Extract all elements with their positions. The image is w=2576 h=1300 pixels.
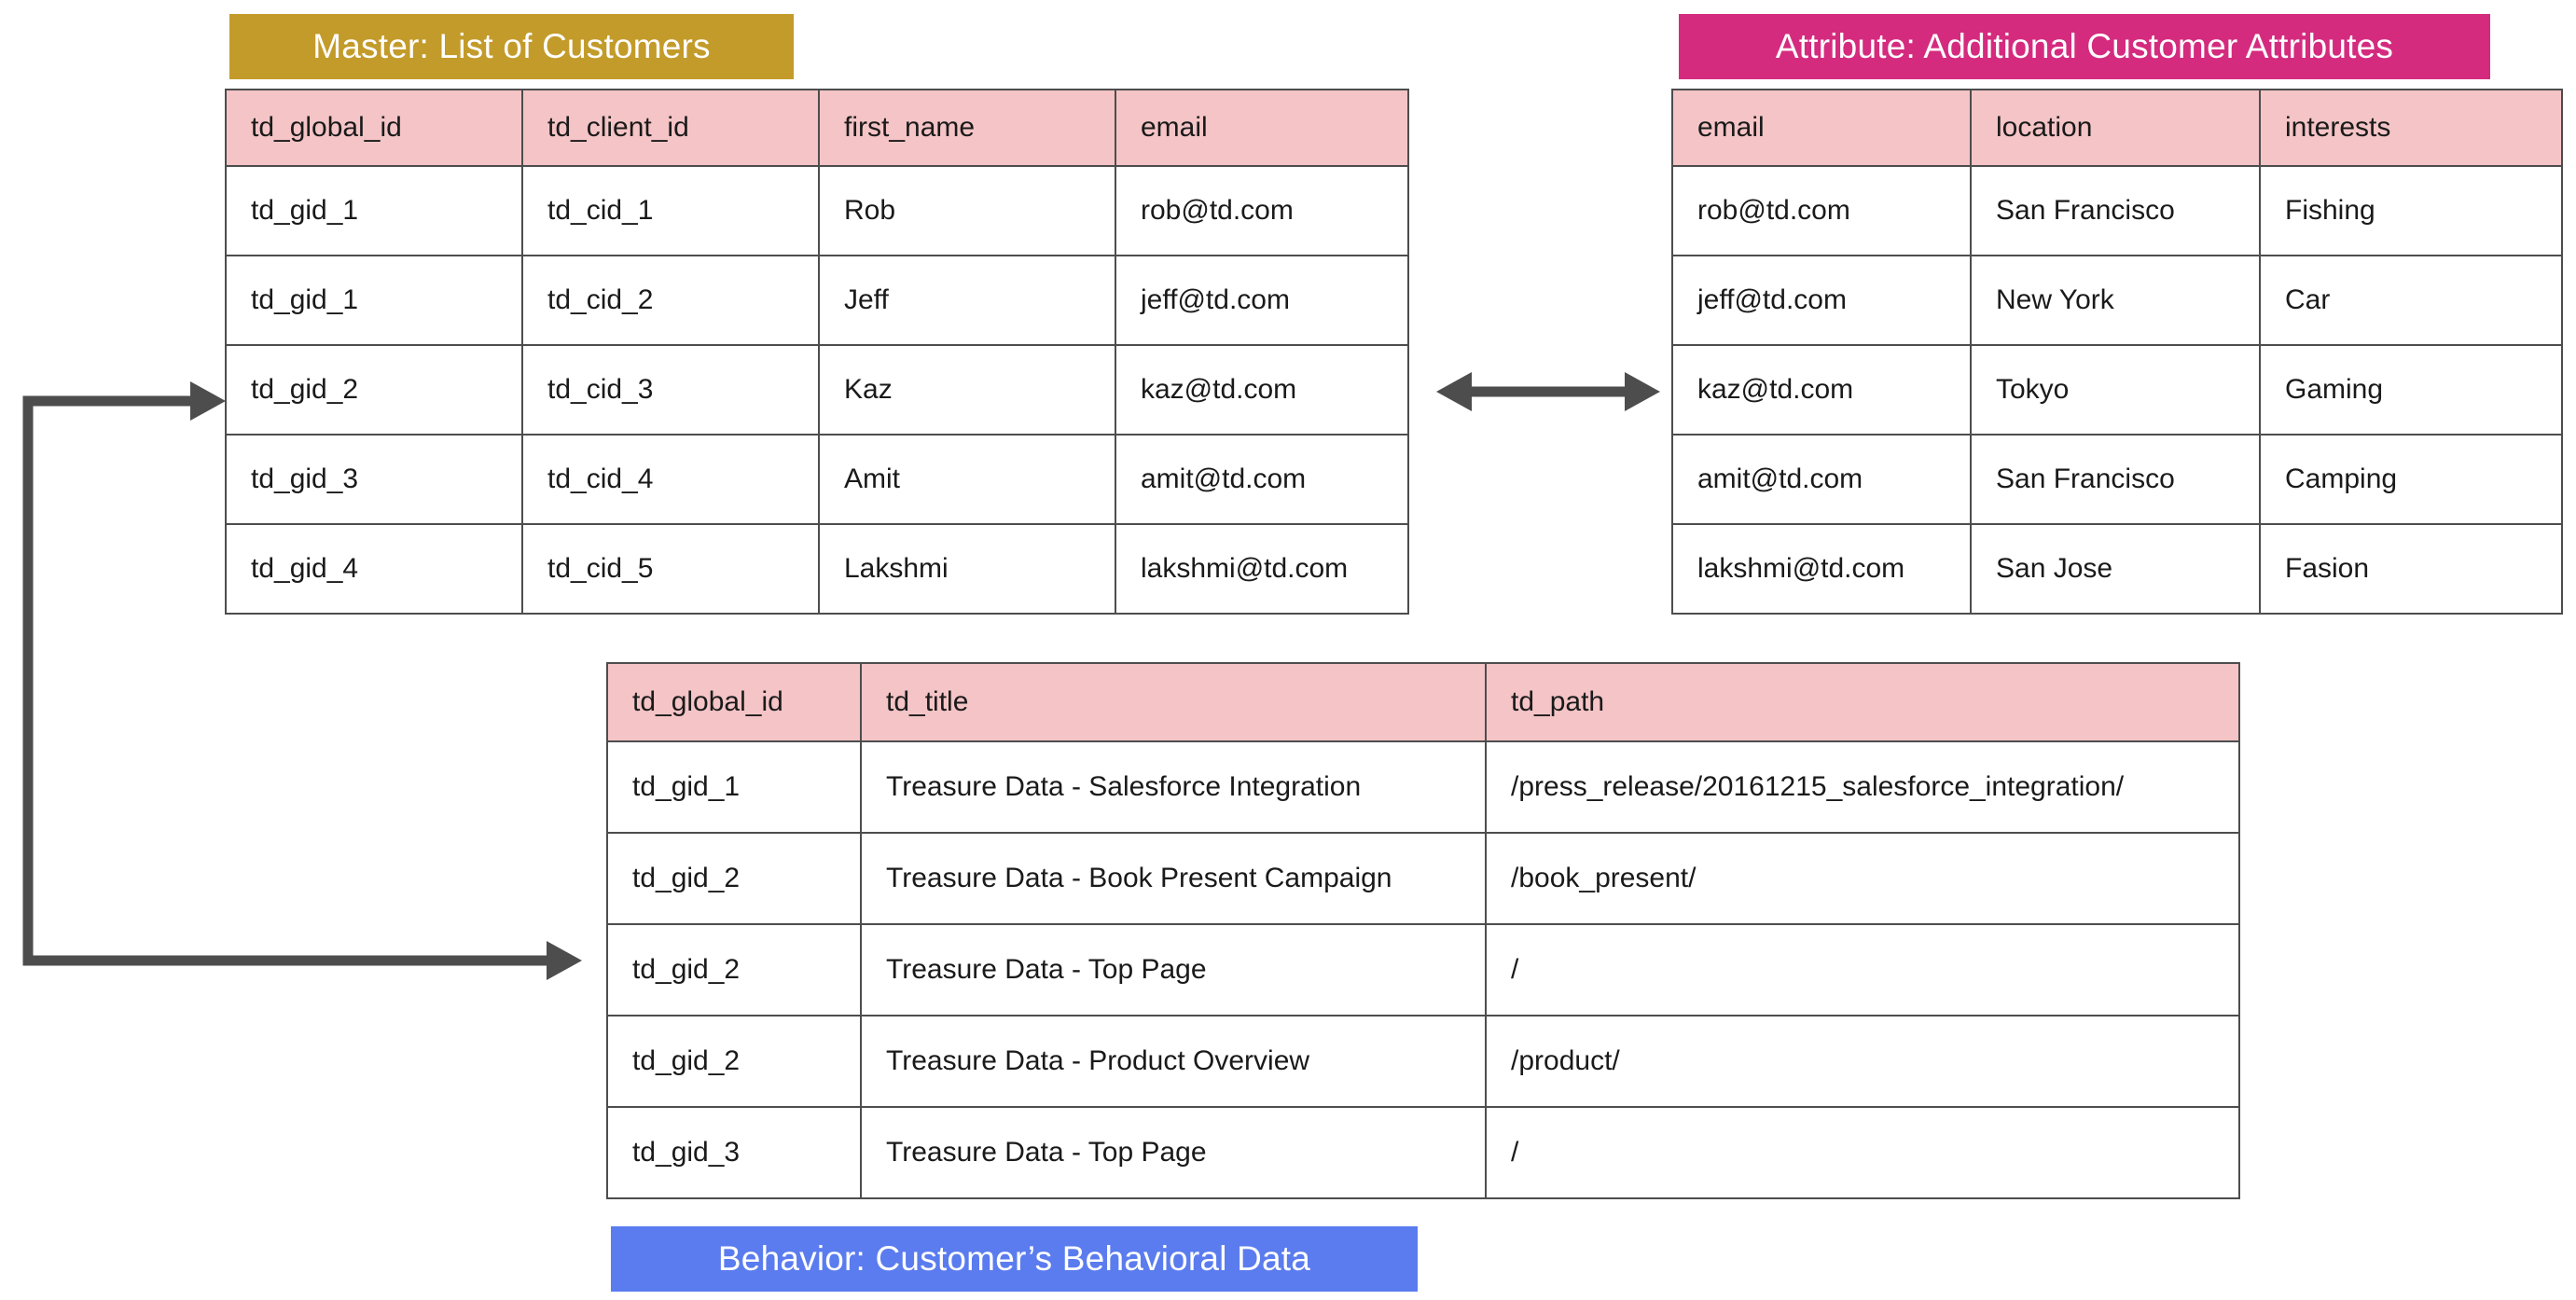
table-cell: Fishing — [2260, 166, 2562, 256]
table-cell: kaz@td.com — [1672, 345, 1971, 435]
table-row — [1672, 345, 2562, 435]
table-cell: Treasure Data - Salesforce Integration — [861, 741, 1486, 833]
table-cell: / — [1486, 924, 2239, 1016]
table-cell: jeff@td.com — [1672, 256, 1971, 345]
table-cell: amit@td.com — [1115, 435, 1408, 524]
table-cell: td_gid_2 — [607, 924, 861, 1016]
table-cell: rob@td.com — [1672, 166, 1971, 256]
table-row — [607, 1016, 2239, 1107]
table-cell: rob@td.com — [1115, 166, 1408, 256]
attribute-label: Attribute: Additional Customer Attributes — [1679, 14, 2490, 79]
column-header: first_name — [819, 90, 1115, 166]
table-row — [226, 166, 1408, 256]
table-cell: td_cid_4 — [522, 435, 819, 524]
table-row — [226, 256, 1408, 345]
table-header-row — [1672, 90, 2562, 166]
table-cell: Treasure Data - Book Present Campaign — [861, 833, 1486, 924]
table-row — [1672, 435, 2562, 524]
table-cell: /book_present/ — [1486, 833, 2239, 924]
table-cell: jeff@td.com — [1115, 256, 1408, 345]
table-cell: td_gid_1 — [607, 741, 861, 833]
table-cell: amit@td.com — [1672, 435, 1971, 524]
master-label: Master: List of Customers — [229, 14, 794, 79]
table-cell: Tokyo — [1971, 345, 2260, 435]
behavior-label: Behavior: Customer’s Behavioral Data — [611, 1226, 1418, 1292]
table-row — [607, 1107, 2239, 1198]
table-cell: kaz@td.com — [1115, 345, 1408, 435]
table-cell: /product/ — [1486, 1016, 2239, 1107]
table-row — [607, 833, 2239, 924]
column-header: interests — [2260, 90, 2562, 166]
table-cell: Gaming — [2260, 345, 2562, 435]
table-cell: td_cid_3 — [522, 345, 819, 435]
table-cell: New York — [1971, 256, 2260, 345]
table-row — [1672, 166, 2562, 256]
table-cell: td_cid_1 — [522, 166, 819, 256]
column-header: td_global_id — [607, 663, 861, 741]
table-cell: lakshmi@td.com — [1672, 524, 1971, 614]
table-cell: Jeff — [819, 256, 1115, 345]
table-row — [1672, 256, 2562, 345]
double-headed-arrow-icon — [1436, 364, 1660, 420]
table-cell: San Jose — [1971, 524, 2260, 614]
table-row — [607, 741, 2239, 833]
table-cell: Amit — [819, 435, 1115, 524]
attribute-table — [1671, 89, 2563, 615]
table-cell: td_gid_2 — [226, 345, 522, 435]
column-header: td_client_id — [522, 90, 819, 166]
table-cell: /press_release/20161215_salesforce_integration/ — [1486, 741, 2239, 833]
table-cell: Treasure Data - Top Page — [861, 1107, 1486, 1198]
table-cell: Treasure Data - Top Page — [861, 924, 1486, 1016]
table-cell: lakshmi@td.com — [1115, 524, 1408, 614]
table-cell: Lakshmi — [819, 524, 1115, 614]
table-cell: td_gid_3 — [607, 1107, 861, 1198]
table-cell: / — [1486, 1107, 2239, 1198]
table-cell: td_cid_2 — [522, 256, 819, 345]
table-cell: Treasure Data - Product Overview — [861, 1016, 1486, 1107]
table-cell: td_gid_2 — [607, 833, 861, 924]
table-cell: Kaz — [819, 345, 1115, 435]
table-cell: San Francisco — [1971, 166, 2260, 256]
table-cell: td_cid_5 — [522, 524, 819, 614]
table-cell: Car — [2260, 256, 2562, 345]
table-cell: td_gid_2 — [607, 1016, 861, 1107]
column-header: td_path — [1486, 663, 2239, 741]
table-cell: San Francisco — [1971, 435, 2260, 524]
table-cell: Rob — [819, 166, 1115, 256]
column-header: td_title — [861, 663, 1486, 741]
column-header: td_global_id — [226, 90, 522, 166]
table-cell: td_gid_1 — [226, 166, 522, 256]
table-row — [1672, 524, 2562, 614]
table-cell: td_gid_4 — [226, 524, 522, 614]
column-header: location — [1971, 90, 2260, 166]
table-cell: Camping — [2260, 435, 2562, 524]
column-header: email — [1672, 90, 1971, 166]
table-header-row — [607, 663, 2239, 741]
column-header: email — [1115, 90, 1408, 166]
table-cell: td_gid_3 — [226, 435, 522, 524]
table-cell: td_gid_1 — [226, 256, 522, 345]
table-header-row — [226, 90, 1408, 166]
table-row — [607, 924, 2239, 1016]
table-cell: Fasion — [2260, 524, 2562, 614]
behavior-table — [606, 662, 2240, 1199]
branching-arrow-icon — [9, 373, 606, 989]
